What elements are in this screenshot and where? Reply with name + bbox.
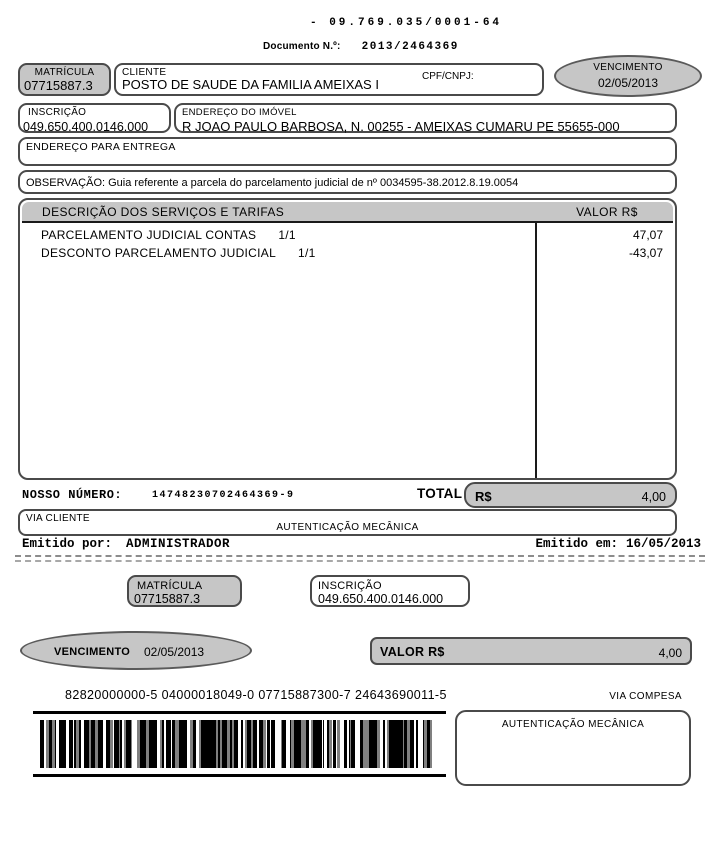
inscricao-field <box>18 103 171 133</box>
emitido-por-label: Emitido por: <box>22 537 113 551</box>
endereco-imovel-value: R JOAO PAULO BARBOSA, N. 00255 - AMEIXAS CUMARU PE 55655-000 <box>182 119 620 134</box>
stub-matricula-label: MATRÍCULA <box>137 580 203 592</box>
cliente-value: POSTO DE SAUDE DA FAMILIA AMEIXAS I <box>122 77 379 92</box>
services-table-header <box>22 202 673 223</box>
observacao-field <box>18 170 677 194</box>
cut-dashed-line <box>15 560 705 562</box>
stub-matricula-value: 07715887.3 <box>134 592 201 606</box>
inscricao-value: 049.650.400.0146.000 <box>23 120 149 134</box>
emitido-em-line <box>535 537 701 551</box>
via-cliente-label: VIA CLIENTE <box>26 513 90 524</box>
currency-label: R$ <box>475 489 492 504</box>
emitido-por-value: ADMINISTRADOR <box>126 537 231 551</box>
service-parcel: 1/1 <box>278 228 296 242</box>
vencimento-value: 02/05/2013 <box>597 76 659 90</box>
via-cliente-strip <box>18 509 677 536</box>
table-row <box>20 228 675 244</box>
stub-matricula-field <box>127 575 242 607</box>
emitido-por-line <box>22 537 230 551</box>
service-parcel: 1/1 <box>298 246 316 260</box>
vencimento-field <box>554 55 702 97</box>
services-header-description: DESCRIÇÃO DOS SERVIÇOS E TARIFAS <box>42 205 285 219</box>
barcode-digitable-line: 82820000000-5 04000018049-0 07715887300-7 24643690011-5 <box>65 688 447 702</box>
stub-valor-field <box>370 637 692 665</box>
vencimento-label: VENCIMENTO <box>593 62 663 73</box>
stub-vencimento-label: VENCIMENTO <box>54 646 131 658</box>
nosso-numero-label: NOSSO NÚMERO: <box>22 488 123 502</box>
emitido-em-value: 16/05/2013 <box>625 537 701 551</box>
observacao-text: OBSERVAÇÃO: Guia referente a parcela do parcelamento judicial de nº 0034595-38.2012.8.19.0054 <box>26 177 519 189</box>
cliente-field <box>114 63 544 96</box>
stub-inscricao-label: INSCRIÇÃO <box>318 580 382 592</box>
stub-vencimento-field <box>20 631 252 670</box>
document-number-value: 2013/2464369 <box>361 41 459 53</box>
stub-valor-value: 4,00 <box>658 646 682 660</box>
company-cnpj-line: - 09.769.035/0001-64 <box>310 17 503 29</box>
service-value: -43,07 <box>628 246 663 260</box>
stub-autenticacao-box <box>455 710 691 786</box>
endereco-imovel-field <box>174 103 677 133</box>
nosso-numero-value: 14748230702464369-9 <box>152 490 295 501</box>
stub-valor-label: VALOR R$ <box>380 645 445 659</box>
total-amount-field <box>464 482 677 508</box>
stub-inscricao-field <box>310 575 470 607</box>
document-number-line <box>263 40 459 53</box>
stub-vencimento-value: 02/05/2013 <box>144 645 205 659</box>
total-value: 4,00 <box>641 490 666 504</box>
endereco-entrega-field <box>18 137 677 166</box>
via-compesa-label: VIA COMPESA <box>609 691 682 702</box>
cut-dashed-line <box>15 555 705 557</box>
service-description: PARCELAMENTO JUDICIAL CONTAS 1/1 <box>41 228 296 242</box>
barcode-bars <box>39 720 432 768</box>
stub-inscricao-value: 049.650.400.0146.000 <box>318 592 444 606</box>
stub-autenticacao-label: AUTENTICAÇÃO MECÂNICA <box>501 719 645 730</box>
emitido-em-label: Emitido em: <box>535 537 618 551</box>
service-value: 47,07 <box>632 228 663 242</box>
barcode <box>33 711 446 777</box>
document-number-label: Documento N.º: <box>263 41 341 52</box>
services-header-value: VALOR R$ <box>576 205 638 219</box>
matricula-field <box>18 63 111 96</box>
cpf-cnpj-label: CPF/CNPJ: <box>422 71 474 82</box>
matricula-label: MATRÍCULA <box>34 67 95 78</box>
inscricao-label: INSCRIÇÃO <box>28 107 87 118</box>
endereco-imovel-label: ENDEREÇO DO IMÓVEL <box>182 107 297 118</box>
autenticacao-mecanica-label: AUTENTICAÇÃO MECÂNICA <box>276 522 419 533</box>
total-label: TOTAL <box>417 486 463 501</box>
cliente-label: CLIENTE <box>122 67 167 78</box>
services-table <box>18 198 677 480</box>
matricula-value: 07715887.3 <box>24 78 93 93</box>
table-row <box>20 246 675 262</box>
service-description: DESCONTO PARCELAMENTO JUDICIAL 1/1 <box>41 246 316 260</box>
endereco-entrega-label: ENDEREÇO PARA ENTREGA <box>26 141 176 153</box>
